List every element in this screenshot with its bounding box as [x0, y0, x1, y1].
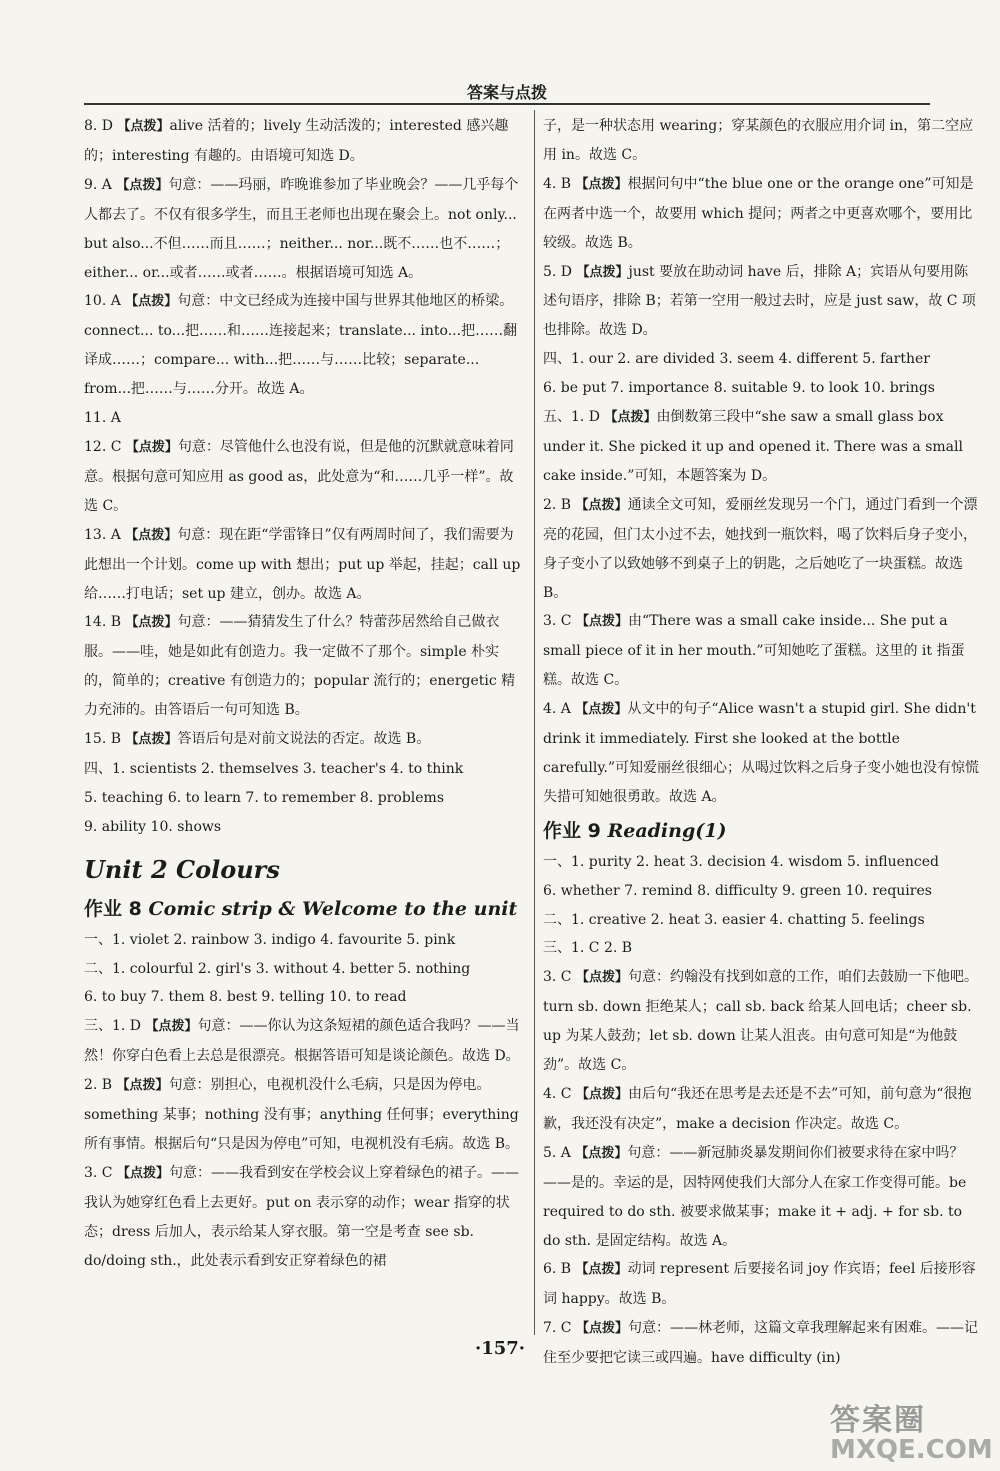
- answer-number: 四、1. scientists 2. themselves 3. teacher's 4. to think: [84, 760, 464, 777]
- answer-explanation: 答语后句是对前文说法的否定。故选 B。: [177, 731, 431, 748]
- hint-tag: 【点拨】: [116, 1078, 169, 1094]
- answer-number: 3. C: [543, 613, 576, 630]
- left-column: [84, 112, 524, 1276]
- watermark-logo: 答案圈: [830, 1403, 926, 1438]
- answer-number: 3. C: [543, 969, 576, 986]
- hint-tag: 【点拨】: [575, 1321, 628, 1337]
- answer-number: 2. B: [84, 1077, 117, 1094]
- answer-number: 6. to buy 7. them 8. best 9. telling 10. to read: [84, 989, 407, 1006]
- homework-9-name: Reading(1): [600, 819, 727, 842]
- answer-item: [84, 784, 524, 813]
- answer-number: 13. A: [84, 526, 126, 543]
- answer-number: 11. A: [84, 410, 121, 427]
- answer-explanation: 句意：——我看到安在学校会议上穿着绿色的裙子。——我认为她穿红色看上去更好。put on 表示穿的动作；wear 指穿的状态；dress 后加人，表示给某人穿衣服。第一空是考查 see sb. do/doing sth.，此处表示看到安正穿着绿色的裙: [84, 1164, 519, 1269]
- answer-item: [543, 848, 979, 877]
- answer-number: 12. C: [84, 438, 126, 455]
- answer-number: 2. B: [543, 496, 576, 513]
- answer-item: [84, 171, 524, 288]
- answer-number: 9. A: [84, 176, 117, 193]
- answer-item: [543, 607, 979, 695]
- answer-number: 6. whether 7. remind 8. difficulty 9. green 10. requires: [543, 882, 932, 899]
- left-answers-unit1: [84, 112, 524, 842]
- answer-explanation: 句意：——新冠肺炎暴发期间你们被要求待在家中吗？——是的。幸运的是，因特网使我们大部分人在家工作变得可能。be required to do sth. 被要求做某事；make it + adj. + for sb. to do sth. 是固定结构。故选 A。: [543, 1144, 967, 1249]
- answer-explanation: 句意：——玛丽，昨晚谁参加了毕业晚会？——几乎每个人都去了。不仅有很多学生，而且王老师也出现在聚会上。not only... but also...不但……而且……；neither... nor...既不……也不……；either... or...或者……或者……。根据语境可知选 A。: [84, 176, 519, 281]
- answer-number: 15. B: [84, 731, 126, 748]
- answer-item: [543, 112, 979, 170]
- answer-number: 二、1. creative 2. heat 3. easier 4. chatting 5. feelings: [543, 911, 925, 928]
- homework-9-label: 作业 9: [543, 819, 601, 842]
- answer-item: [84, 1012, 524, 1071]
- answer-explanation: 由后句“我还在思考是去还是不去”可知，前句意为“很抱歉，我还没有决定”，make a decision 作决定。故选 C。: [543, 1086, 972, 1132]
- hint-tag: 【点拨】: [575, 176, 628, 192]
- answer-item: [543, 877, 979, 906]
- answer-item: [84, 813, 524, 842]
- answer-number: 一、1. purity 2. heat 3. decision 4. wisdom 5. influenced: [543, 853, 940, 870]
- answer-explanation: 句意：约翰没有找到如意的工作，咱们去鼓励一下他吧。turn sb. down 拒绝某人；call sb. back 给某人回电话；cheer sb. up 为某人鼓劲；let sb. down 让某人沮丧。由句意可知是“为他鼓劲”。故选 C。: [543, 969, 978, 1074]
- answer-item: [543, 963, 979, 1080]
- hint-tag: 【点拨】: [117, 119, 170, 134]
- answer-explanation: 动词 represent 后要接名词 joy 作宾语；feel 后接形容词 happy。故选 B。: [543, 1261, 976, 1308]
- answer-number: 8. D: [84, 118, 118, 134]
- answer-explanation: 句意：别担心，电视机没什么毛病，只是因为停电。something 某事；nothing 没有事；anything 任何事；everything 所有事情。根据后句“只是因为停电”可知，电视机没有毛病。故选 B。: [84, 1077, 520, 1152]
- answer-item: [84, 608, 524, 725]
- answer-number: 3. C: [84, 1164, 117, 1181]
- answer-item: [543, 491, 979, 608]
- answer-number: 4. B: [543, 175, 576, 192]
- answer-item: [543, 906, 979, 935]
- answer-number: 五、1. D: [543, 409, 605, 426]
- answer-explanation: 句意：——猜猜发生了什么？特蕾莎居然给自己做衣服。——哇，她是如此有创造力。我一定做不了那个。simple 朴实的，简单的；creative 有创造力的；popular 流行的；energetic 精力充沛的。由答语后一句可知选 B。: [84, 614, 516, 719]
- answer-item: [84, 433, 524, 521]
- hint-tag: 【点拨】: [575, 1262, 628, 1278]
- hint-tag: 【点拨】: [125, 615, 178, 631]
- hint-tag: 【点拨】: [145, 1019, 198, 1035]
- hint-tag: 【点拨】: [604, 410, 657, 426]
- answer-item: [84, 404, 524, 433]
- homework-8-label: 作业 8: [84, 897, 142, 920]
- answer-explanation: 句意：尽管他什么也没有说，但是他的沉默就意味着同意。根据句意可知应用 as good as，此处意为“和……几乎一样”。故选 C。: [84, 438, 514, 514]
- answer-item: [84, 1071, 524, 1159]
- answer-explanation: 句意：——林老师，这篇文章我理解起来有困难。——记住至少要把它读三或四遍。have difficulty (in): [543, 1320, 978, 1367]
- homework-9-title: [543, 816, 979, 846]
- answer-number: 5. A: [543, 1144, 576, 1161]
- answer-number: 4. A: [543, 701, 576, 718]
- homework-8-name: Comic strip & Welcome to the unit: [141, 897, 518, 920]
- right-answers-hw9: [543, 848, 979, 1373]
- homework-8-title: [84, 894, 524, 924]
- hint-tag: 【点拨】: [125, 732, 178, 748]
- page-number: ·157·: [474, 1338, 526, 1359]
- answer-number: 一、1. violet 2. rainbow 3. indigo 4. favourite 5. pink: [84, 931, 456, 948]
- answer-item: [84, 287, 524, 404]
- answer-item: [543, 934, 979, 963]
- answer-item: [84, 1159, 524, 1276]
- answer-explanation: 通读全文可知，爱丽丝发现另一个门，通过门看到一个漂亮的花园，但门太小过不去，她找到一瓶饮料，喝了饮料后身子变小，身子变小了以致她够不到桌子上的钥匙，之后她吃了一块蛋糕。故选 B。: [543, 496, 978, 601]
- unit-title: Unit 2 Colours: [84, 854, 280, 884]
- hint-tag: 【点拨】: [575, 970, 628, 986]
- left-answers-hw8: [84, 926, 524, 1276]
- hint-tag: 【点拨】: [576, 264, 629, 280]
- answer-item: [84, 521, 524, 609]
- answer-explanation: 句意：现在距“学雷锋日”仅有两周时间了，我们需要为此想出一个计划。come up with 想出；put up 举起，挂起；call up 给……打电话；set up 建立，创办。故选 A。: [84, 526, 521, 602]
- answer-explanation: 句意：——你认为这条短裙的颜色适合我吗？——当然！你穿白色看上去总是很漂亮。根据答语可知是谈论颜色。故选 D。: [84, 1018, 520, 1065]
- answer-explanation: just 要放在助动词 have 后，排除 A；宾语从句要用陈述句语序，排除 B；若第一空用一般过去时，应是 just saw，故 C 项也排除。故选 D。: [543, 263, 976, 339]
- right-column: [543, 112, 979, 1373]
- answer-item: [84, 755, 524, 784]
- answer-number: 四、1. our 2. are divided 3. seem 4. different 5. farther: [543, 351, 930, 368]
- answer-number: 14. B: [84, 614, 126, 631]
- answer-item: [543, 1080, 979, 1139]
- answer-number: 5. D: [543, 263, 577, 280]
- hint-tag: 【点拨】: [125, 294, 178, 310]
- answer-explanation: 从文中的句子“Alice wasn't a stupid girl. She didn't drink it immediately. First she looked at the bottle carefully.”可知爱丽丝很细心；从喝过饮料之后身子变小她也没有惊慌失措可知她很勇敢。故选 A。: [543, 701, 979, 805]
- answer-item: [84, 983, 524, 1012]
- answer-number: 7. C: [543, 1320, 576, 1337]
- answer-number: 6. be put 7. importance 8. suitable 9. to look 10. brings: [543, 380, 935, 397]
- hint-tag: 【点拨】: [575, 1087, 628, 1102]
- answer-number: 三、1. C 2. B: [543, 940, 633, 957]
- answer-item: [543, 1139, 979, 1256]
- hint-tag: 【点拨】: [575, 614, 628, 630]
- hint-tag: 【点拨】: [125, 439, 178, 455]
- right-answers-hw8: [543, 112, 979, 812]
- answer-number: 5. teaching 6. to learn 7. to remember 8. problems: [84, 789, 445, 806]
- answer-explanation: 子，是一种状态用 wearing；穿某颜色的衣服应用介词 in，第二空应用 in。故选 C。: [543, 118, 974, 163]
- answer-explanation: 句意：中文已经成为连接中国与世界其他地区的桥梁。connect... to...把……和……连接起来；translate... into...把……翻译成……；compare... with...把……与……比较；separate... from...把……与……分开。故选 A。: [84, 293, 518, 398]
- answer-explanation: alive 活着的；lively 生动活泼的；interested 感兴趣的；interesting 有趣的。由语境可知选 D。: [84, 118, 509, 164]
- page-header: 答案与点拨: [466, 83, 547, 102]
- answer-number: 10. A: [84, 293, 126, 310]
- answer-number: 二、1. colourful 2. girl's 3. without 4. better 5. nothing: [84, 960, 471, 977]
- answer-explanation: 根据问句中“the blue one or the orange one”可知是在两者中选一个，故要用 which 提问；两者之中更喜欢哪个，要用比较级。故选 B。: [543, 175, 974, 251]
- hint-tag: 【点拨】: [116, 177, 169, 193]
- answer-item: [543, 1255, 979, 1314]
- answer-item: [543, 374, 979, 403]
- answer-number: 4. C: [543, 1086, 576, 1102]
- hint-tag: 【点拨】: [575, 497, 628, 513]
- answer-item: [543, 258, 979, 346]
- answer-item: [84, 955, 524, 984]
- answer-explanation: 由倒数第三段中“she saw a small glass box under it. She picked it up and opened it. There was a small cake inside.”可知，本题答案为 D。: [543, 409, 963, 484]
- hint-tag: 【点拨】: [116, 1165, 169, 1181]
- answer-item: [543, 403, 979, 491]
- answer-item: [543, 170, 979, 258]
- answer-number: 6. B: [543, 1261, 576, 1278]
- answer-explanation: 由“There was a small cake inside... She put a small piece of it in her mouth.”可知她吃了蛋糕。这里的 it 指蛋糕。故选 C。: [543, 613, 965, 689]
- hint-tag: 【点拨】: [575, 702, 628, 718]
- answer-item: [84, 112, 524, 171]
- answer-item: [84, 725, 524, 755]
- hint-tag: 【点拨】: [125, 527, 178, 543]
- watermark-url: MXQE.COM: [830, 1435, 993, 1465]
- answer-item: [543, 695, 979, 812]
- header-rule: [84, 103, 930, 105]
- answer-item: [543, 345, 979, 374]
- hint-tag: 【点拨】: [575, 1145, 628, 1161]
- column-divider: [534, 110, 535, 1335]
- answer-item: [84, 926, 524, 955]
- answer-number: 三、1. D: [84, 1018, 146, 1035]
- answer-number: 9. ability 10. shows: [84, 818, 222, 835]
